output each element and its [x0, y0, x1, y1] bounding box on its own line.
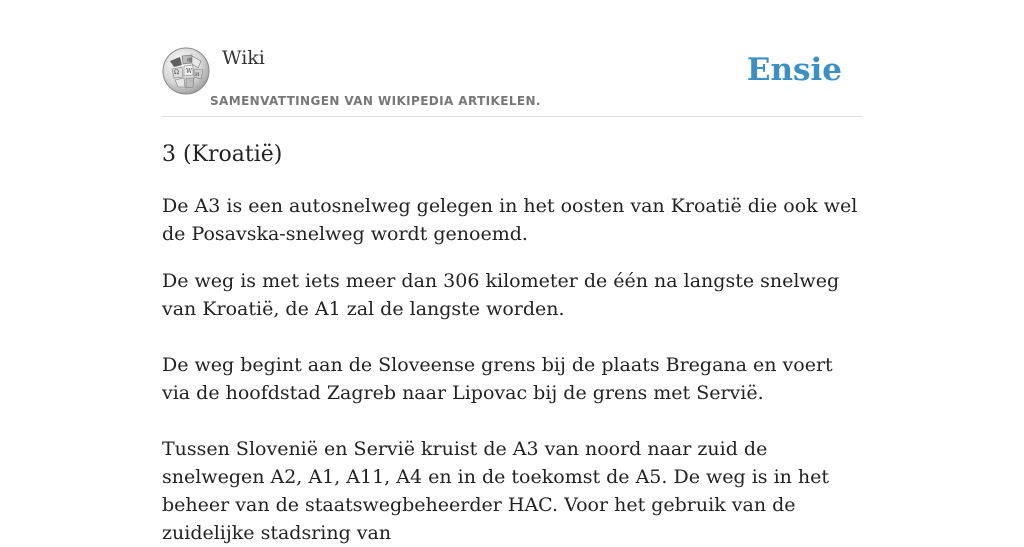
svg-text:维: 维	[187, 58, 193, 64]
svg-text:W: W	[186, 68, 193, 75]
article-title: 3 (Kroatië)	[162, 142, 283, 167]
brand-logo-link[interactable]: Ensie	[746, 52, 842, 88]
article-paragraph: De weg begint aan de Sloveense grens bij de plaats Bregana en voert via de hoofdstad Zagreb naar Lipovac bij de grens met Servië.	[162, 354, 833, 404]
article-body	[162, 192, 862, 547]
wikipedia-globe-icon[interactable]	[162, 47, 210, 95]
article-paragraph: Tussen Slovenië en Servië kruist de A3 van noord naar zuid de snelwegen A2, A1, A11, A4 en in de toekomst de A5. De weg is in het beheer van de staatswegbeheerder HAC. Voor het gebruik van de zuidelijke stadsring van	[162, 438, 830, 544]
site-name[interactable]: Wiki	[222, 47, 265, 69]
site-tagline: SAMENVATTINGEN VAN WIKIPEDIA ARTIKELEN.	[210, 94, 541, 108]
site-header	[162, 0, 862, 117]
article-paragraph: De A3 is een autosnelweg gelegen in het oosten van Kroatië die ook wel de Posavska-snelweg wordt genoemd.	[162, 195, 858, 245]
article-paragraph: De weg is met iets meer dan 306 kilometer de één na langste snelweg van Kroatië, de A1 zal de langste worden.	[162, 270, 840, 320]
svg-text:Ω: Ω	[174, 69, 179, 76]
svg-text:И: И	[195, 72, 200, 78]
page	[162, 0, 862, 544]
